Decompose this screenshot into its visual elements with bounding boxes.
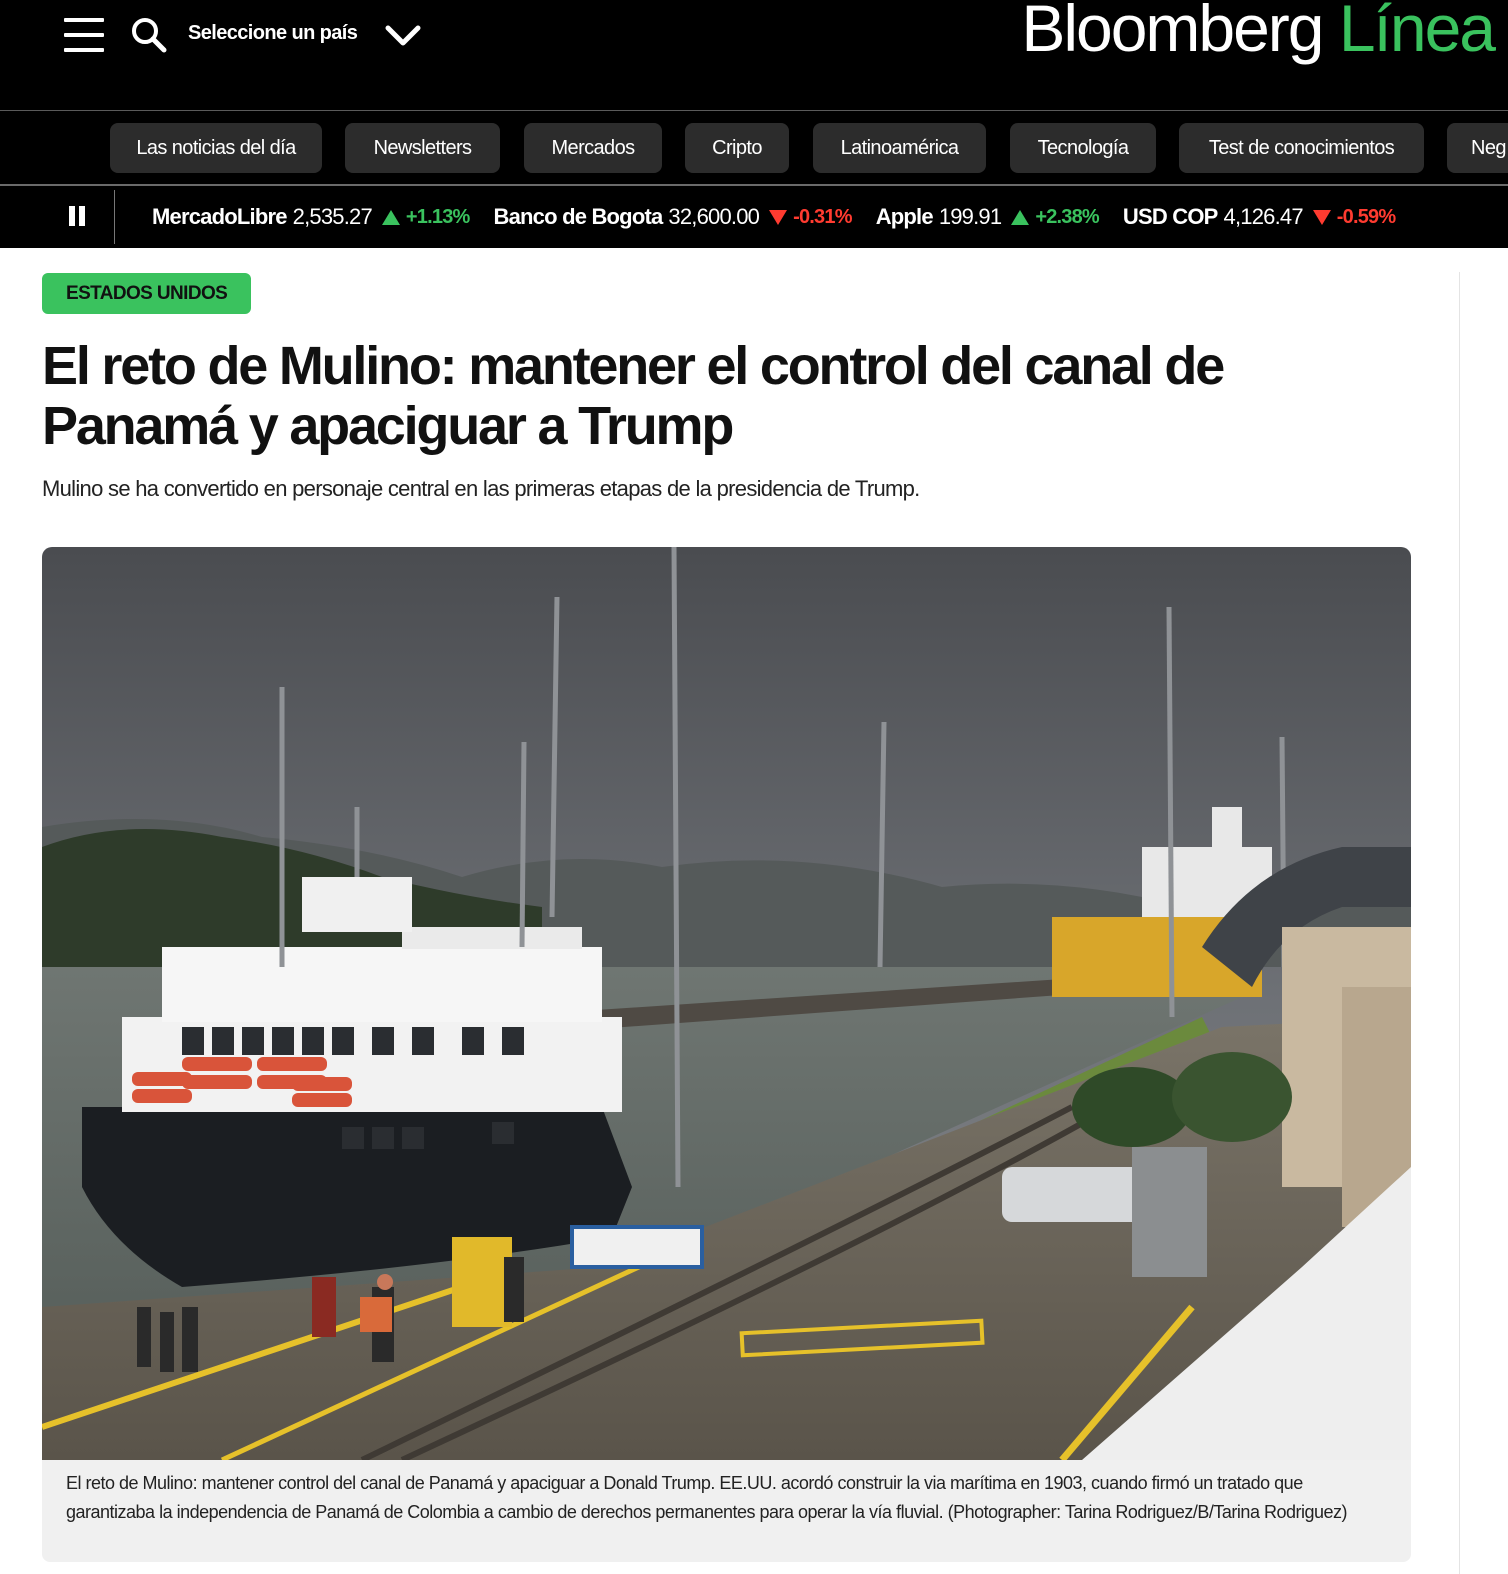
article-headline: El reto de Mulino: mantener el control del canal de Panamá y apaciguar a Trump: [42, 336, 1224, 456]
ticker-change-value: +2.38%: [1035, 205, 1099, 228]
ticker-separator: [114, 190, 115, 244]
ticker-price: 199.91: [938, 204, 1002, 229]
site-logo[interactable]: [1021, 0, 1494, 66]
menu-icon[interactable]: [62, 16, 106, 56]
logo-bloomberg: Bloomberg: [1021, 0, 1323, 65]
nav-item-latinoamerica[interactable]: Latinoamérica: [813, 123, 986, 173]
article-hero-image: [42, 547, 1411, 1460]
section-nav: [0, 111, 1508, 184]
image-caption: El reto de Mulino: mantener control del canal de Panamá y apaciguar a Donald Trump. EE.UU. acordó construir la via marítima en 1903, cuando firmó un tratado que garantizaba la independencia de Panamá de Colombia a cambio de derechos permanentes para operar la vía fluvial. (Photographer: Tarina Rodriguez/B/Tarina Rodriguez): [42, 1460, 1411, 1562]
logo-linea: Línea: [1338, 0, 1494, 65]
sidebar-divider: [1459, 272, 1460, 1574]
ticker-change-value: +1.13%: [405, 205, 470, 228]
arrow-up-icon: [382, 210, 400, 225]
nav-item-cripto[interactable]: Cripto: [685, 123, 789, 173]
nav-item-negocios[interactable]: Neg: [1447, 123, 1508, 173]
arrow-down-icon: [1313, 210, 1331, 225]
nav-item-tecnologia[interactable]: Tecnología: [1010, 123, 1156, 173]
arrow-down-icon: [769, 210, 787, 225]
country-selector[interactable]: Seleccione un país: [188, 22, 358, 44]
ticker-item[interactable]: [876, 204, 1099, 230]
search-icon[interactable]: [130, 16, 168, 54]
nav-item-noticias[interactable]: Las noticias del día: [110, 123, 322, 173]
ticker-name: USD COP: [1122, 204, 1218, 229]
ticker-track: [152, 204, 1419, 230]
ticker-change: [1011, 206, 1099, 229]
ticker-change-value: -0.59%: [1336, 205, 1396, 228]
ticker-item[interactable]: [494, 204, 852, 230]
pause-icon[interactable]: [64, 204, 90, 230]
article-subhead: Mulino se ha convertido en personaje central en las primeras etapas de la presidencia de Trump.: [42, 476, 920, 501]
chevron-down-icon[interactable]: [384, 20, 422, 50]
section-tag[interactable]: ESTADOS UNIDOS: [42, 273, 251, 314]
site-header: [0, 0, 1508, 110]
arrow-up-icon: [1011, 210, 1029, 225]
ticker-price: 4,126.47: [1223, 204, 1303, 229]
ticker-change: [769, 206, 852, 229]
ticker-name: Apple: [875, 204, 933, 229]
nav-item-newsletters[interactable]: Newsletters: [345, 123, 500, 173]
ticker-item[interactable]: [1123, 204, 1395, 230]
ticker-price: 32,600.00: [668, 204, 760, 229]
ticker-price: 2,535.27: [292, 204, 372, 229]
ticker-change: [1313, 206, 1396, 229]
nav-item-test[interactable]: Test de conocimientos: [1179, 123, 1424, 173]
ticker-change: [382, 206, 470, 229]
market-ticker: [0, 186, 1508, 248]
ticker-name: Banco de Bogota: [493, 204, 663, 229]
nav-item-mercados[interactable]: Mercados: [524, 123, 662, 173]
ticker-item[interactable]: [152, 204, 470, 230]
ticker-change-value: -0.31%: [793, 205, 852, 228]
ticker-name: MercadoLibre: [152, 204, 287, 229]
